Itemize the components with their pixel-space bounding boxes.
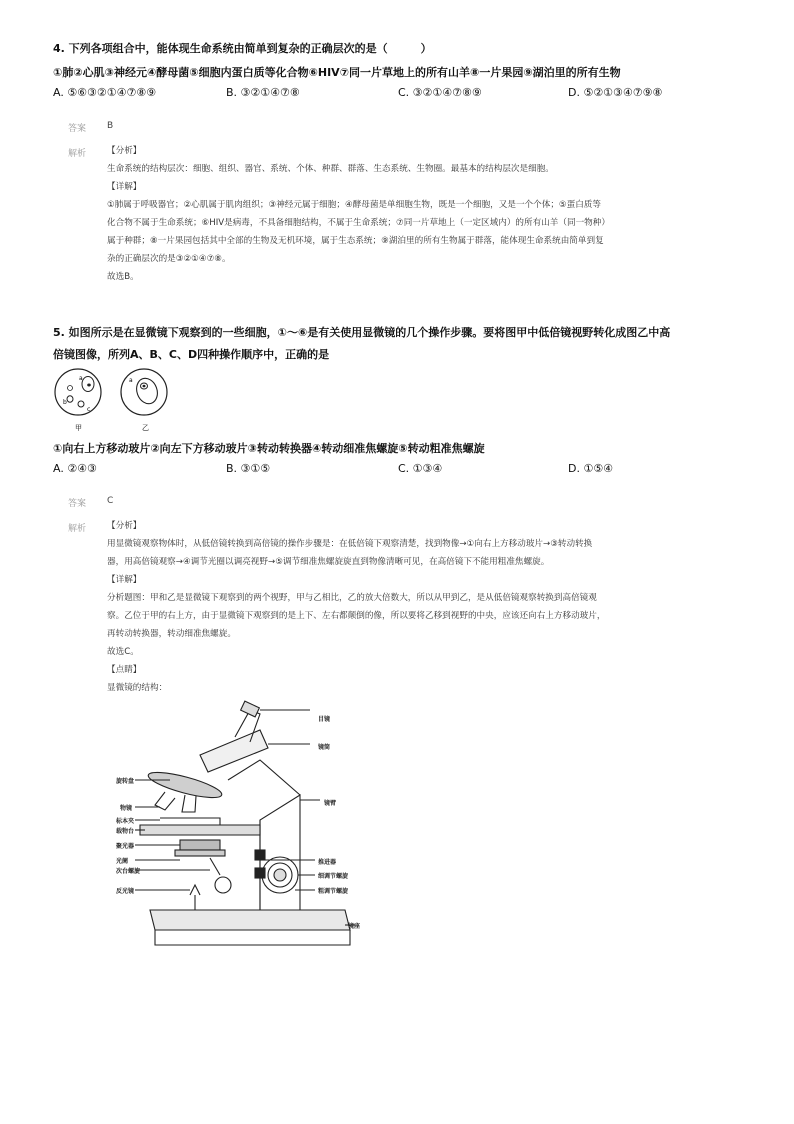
q4-analysis-line: 化合物不属于生命系统；⑥HIV是病毒，不具备细胞结构，不属于生命系统；⑦同一片草地上（一定区域内）的所有山羊（同一物种） <box>107 218 610 228</box>
fig-label-yi: 乙 <box>142 424 149 432</box>
q5-answer-label: 答案 <box>68 499 87 509</box>
q5-stem-line2: 倍镜图像，所列A、B、C、D四种操作顺序中，正确的是 <box>53 348 330 361</box>
fig-label-b: b <box>63 399 67 406</box>
field-yi <box>121 369 167 432</box>
q4-answer-label: 答案 <box>68 124 87 134</box>
mic-label-nosepiece: 旋转盘 <box>116 778 135 785</box>
q5-analysis-line: 【点睛】 <box>107 665 142 675</box>
fig-label-jia: 甲 <box>75 424 82 432</box>
q4-analysis-line: 故选B。 <box>107 272 139 282</box>
q4-option-c[interactable]: C. ③②①④⑦⑧⑨ <box>398 86 482 99</box>
q4-option-b[interactable]: B. ③②①④⑦⑧ <box>226 86 300 99</box>
field-jia <box>55 369 101 432</box>
q4-analysis-line: 【详解】 <box>107 182 142 192</box>
q5-analysis-line: 再转动转换器，转动细准焦螺旋。 <box>107 629 236 639</box>
q5-stem-line1: 5. 如图所示是在显微镜下观察到的一些细胞，①～⑥是有关使用显微镜的几个操作步骤。要将图甲中低倍镜视野转化成图乙中高 <box>53 326 671 339</box>
mic-label-clip: 标本夹 <box>116 818 135 825</box>
q4-option-a[interactable]: A. ⑤⑥③②①④⑦⑧⑨ <box>53 86 157 99</box>
mic-label-eyepiece: 目镜 <box>318 716 331 723</box>
mic-label-base: 镜座 <box>348 923 361 930</box>
mic-label-mirror: 反光镜 <box>116 888 135 895</box>
mic-label-coarse: 粗调节螺旋 <box>318 888 349 895</box>
mic-label-objective: 物镜 <box>120 805 133 812</box>
fig-label-c: c <box>87 406 91 413</box>
mic-label-condenser: 聚光器 <box>116 843 135 850</box>
q5-analysis-line: 【详解】 <box>107 575 142 585</box>
q5-analysis-line: 分析题图：甲和乙是显微镜下观察到的两个视野，甲与乙相比，乙的放大倍数大，所以从甲到乙，是从低倍镜观察转换到高倍镜观 <box>107 593 597 603</box>
q5-analysis-line: 察。乙位于甲的右上方，由于显微镜下观察到的是上下、左右都颠倒的像，所以要将乙移到视野的中央，应该还向右上方移动玻片， <box>107 611 606 621</box>
q5-answer: C <box>107 496 114 506</box>
mic-label-diaphragm: 光阑 <box>116 858 129 865</box>
q5-option-a[interactable]: A. ②④③ <box>53 462 97 475</box>
q4-analysis-line: ①肺属于呼吸器官；②心肌属于肌肉组织；③神经元属于细胞；④酵母菌是单细胞生物，既是一个细胞，又是一个个体；⑤蛋白质等 <box>107 200 601 210</box>
microscope-diagram <box>110 700 370 950</box>
mic-label-fine: 细调节螺旋 <box>318 873 349 880</box>
q5-field-figure <box>52 364 172 436</box>
q4-items: ①肺②心肌③神经元④酵母菌⑤细胞内蛋白质等化合物⑥HIV⑦同一片草地上的所有山羊⑧一片果园⑨湖泊里的所有生物 <box>53 66 621 79</box>
q4-analysis-line: 属于种群；⑧一片果园包括其中全部的生物及无机环境，属于生态系统；⑨湖泊里的所有生物属于群落，能体现生命系统由简单到复 <box>107 236 604 246</box>
mic-label-tube: 镜筒 <box>318 744 331 751</box>
q4-analysis-line: 【分析】 <box>107 146 142 156</box>
q5-steps: ①向右上方移动玻片②向左下方移动玻片③转动转换器④转动细准焦螺旋⑤转动粗准焦螺旋 <box>53 442 485 455</box>
q5-analysis-line: 用显微镜观察物体时，从低倍镜转换到高倍镜的操作步骤是：在低倍镜下观察清楚，找到物像→①向右上方移动玻片→③转动转换 <box>107 539 593 549</box>
q5-analysis-line: 【分析】 <box>107 521 142 531</box>
q4-analysis-line: 杂的正确层次的是③②①④⑦⑧。 <box>107 254 231 264</box>
q5-analysis-label: 解析 <box>68 524 87 534</box>
q4-stem: 4. 下列各项组合中，能体现生命系统由简单到复杂的正确层次的是（ ） <box>53 42 432 55</box>
q5-option-c[interactable]: C. ①③④ <box>398 462 443 475</box>
q5-analysis-line: 器，用高倍镜观察→④调节光圈以调亮视野→⑤调节细准焦螺旋旋直到物像清晰可见，在高倍镜下不能用粗准焦螺旋。 <box>107 557 550 567</box>
q4-option-d[interactable]: D. ⑤②①③④⑦⑨⑧ <box>568 86 663 99</box>
q5-option-d[interactable]: D. ①⑤④ <box>568 462 614 475</box>
fig-label-a: a <box>79 375 83 382</box>
mic-label-fine-knob-small: 次台螺旋 <box>116 868 141 875</box>
q4-answer: B <box>107 121 114 131</box>
q4-analysis-line: 生命系统的结构层次：细胞、组织、器官、系统、个体、种群、群落、生态系统、生物圈。最基本的结构层次是细胞。 <box>107 164 554 174</box>
mic-label-arm: 镜臂 <box>324 800 337 807</box>
q5-analysis-line: 故选C。 <box>107 647 139 657</box>
mic-label-stage: 载物台 <box>116 828 135 835</box>
q5-analysis-line: 显微镜的结构： <box>107 683 168 693</box>
q5-option-b[interactable]: B. ③①⑤ <box>226 462 271 475</box>
q4-analysis-label: 解析 <box>68 149 87 159</box>
fig-label-a2: a <box>129 377 133 384</box>
mic-label-pusher: 推进器 <box>318 859 337 866</box>
